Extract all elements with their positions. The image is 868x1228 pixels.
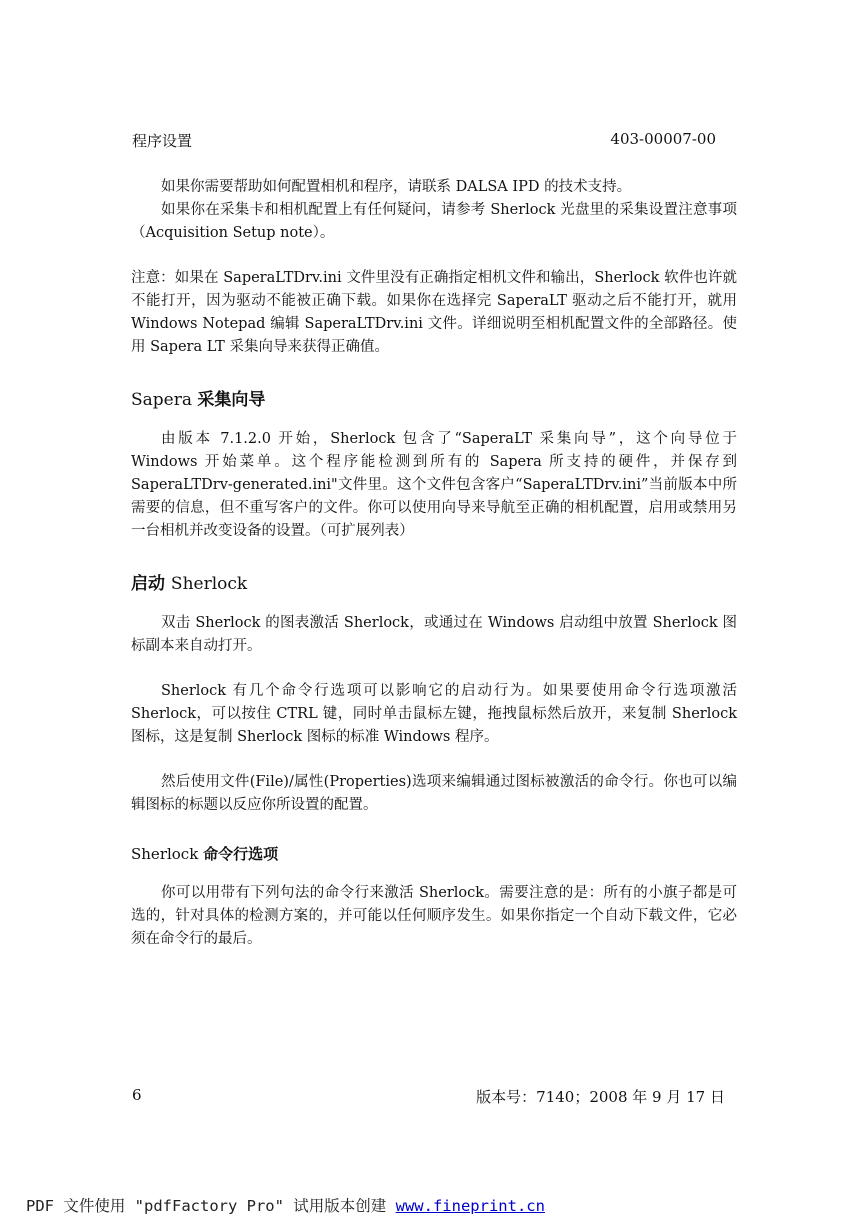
section-heading-sapera-wizard <box>131 385 737 410</box>
paragraph-properties-edit: 然后使用文件(File)/属性(Properties)选项来编辑通过图标被激活的命令行。你也可以编辑图标的标题以反应你所设置的配置。 <box>131 774 737 813</box>
watermark-link[interactable]: www.fineprint.cn <box>395 1197 545 1215</box>
header-document-number: 403-00007-00 <box>610 130 716 148</box>
page-content <box>131 176 737 951</box>
header-section-title: 程序设置 <box>132 132 193 150</box>
section-heading-latin: Sherlock <box>170 574 248 594</box>
pdf-watermark <box>26 1194 545 1216</box>
watermark-text: PDF 文件使用 "pdfFactory Pro" 试用版本创建 <box>26 1197 396 1215</box>
paragraph-start-double-click: 双击 Sherlock 的图表激活 Sherlock，或通过在 Windows 启动组中放置 Sherlock 图标副本来自动打开。 <box>131 615 737 654</box>
paragraph-wizard-description: 由版本 7.1.2.0 开始，Sherlock 包含了“SaperaLT 采集向导”，这个向导位于 Windows 开始菜单。这个程序能检测到所有的 Sapera 所支持的硬件，并保存到 SaperaLTDrv-generated.ini"文件里。这个文件包含客户“SaperaLTDrv.ini”当前版本中所需要的信息，但不重写客户的文件。你可以使用向导来导航至正确的相机配置，启用或禁用另一台相机并改变设备的设置。（可扩展列表） <box>131 431 737 539</box>
footer-page-number: 6 <box>132 1086 142 1104</box>
footer-version: 版本号：7140；2008 年 9 月 17 日 <box>476 1088 725 1106</box>
paragraph-acquisition-note: 如果你在采集卡和相机配置上有任何疑问，请参考 Sherlock 光盘里的采集设置注意事项（Acquisition Setup note）。 <box>131 202 737 241</box>
subsection-heading-cjk: 命令行选项 <box>203 845 279 863</box>
section-heading-start-sherlock <box>131 569 737 594</box>
paragraph-warning-note: 注意：如果在 SaperaLTDrv.ini 文件里没有正确指定相机文件和输出，Sherlock 软件也许就不能打开，因为驱动不能被正确下载。如果你在选择完 SaperaLT 驱动之后不能打开，就用 Windows Notepad 编辑 SaperaLTDrv.ini 文件。详细说明至相机配置文件的全部路径。使用 Sapera LT 采集向导来获得正确值。 <box>131 270 737 355</box>
paragraph-command-line-copy: Sherlock 有几个命令行选项可以影响它的启动行为。如果要使用命令行选项激活 Sherlock，可以按住 CTRL 键，同时单击鼠标左键，拖拽鼠标然后放开，来复制 Sherlock 图标，这是复制 Sherlock 图标的标准 Windows 程序。 <box>131 683 737 745</box>
paragraph-command-line-syntax: 你可以用带有下列句法的命令行来激活 Sherlock。需要注意的是：所有的小旗子都是可选的，针对具体的检测方案的，并可能以任何顺序发生。如果你指定一个自动下载文件，它必须在命令行的最后。 <box>131 885 737 947</box>
subsection-heading-command-line <box>131 843 737 864</box>
subsection-heading-latin: Sherlock <box>131 845 204 863</box>
section-heading-cjk: 采集向导 <box>197 390 266 410</box>
section-heading-cjk: 启动 <box>131 574 171 594</box>
paragraph-support: 如果你需要帮助如何配置相机和程序，请联系 DALSA IPD 的技术支持。 <box>161 179 632 195</box>
section-heading-latin: Sapera <box>131 390 198 410</box>
